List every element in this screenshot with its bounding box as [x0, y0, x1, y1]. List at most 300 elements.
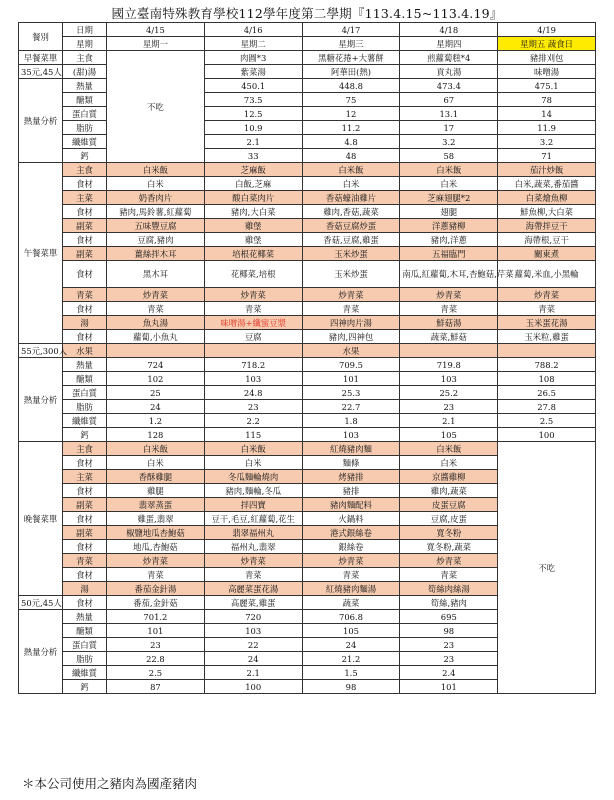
menu-cell: 青菜 — [204, 568, 302, 582]
nutrition-value: 22.7 — [302, 400, 400, 414]
row-label: 醣類 — [63, 372, 107, 386]
nutrition-value: 98 — [400, 624, 498, 638]
nutrition-value: 473.4 — [400, 79, 498, 93]
breakfast-nutrition-row — [19, 135, 596, 149]
nutrition-value: 23 — [400, 400, 498, 414]
menu-cell: 豬肉麵配料 — [302, 498, 400, 512]
nutrition-value: 48 — [302, 149, 400, 163]
breakfast-nutrition-row — [19, 149, 596, 163]
row-label: 主食 — [63, 163, 107, 177]
menu-cell: 翡翠福州丸 — [204, 526, 302, 540]
menu-cell: 炒青菜 — [107, 554, 205, 568]
nutrition-value: 102 — [107, 372, 205, 386]
menu-cell: 豬肉,大白菜 — [204, 205, 302, 219]
menu-cell: 香菇,豆腐,雞蛋 — [302, 233, 400, 247]
menu-cell: 紅燒豬肉麵湯 — [302, 582, 400, 596]
menu-cell: 銀絲卷 — [302, 540, 400, 554]
breakfast-price-label: 35元,45人 — [19, 65, 63, 79]
nutrition-value: 103 — [302, 428, 400, 442]
row-label: 主菜 — [63, 191, 107, 205]
nutrition-value: 75 — [302, 93, 400, 107]
menu-cell: 黑木耳 — [107, 261, 205, 288]
menu-cell: 豆腐,豬肉 — [107, 233, 205, 247]
menu-cell: 白米飯 — [204, 442, 302, 456]
menu-cell: 青菜 — [302, 302, 400, 316]
lunch-section-label: 午餐菜單 — [19, 163, 63, 344]
row-label: 食材 — [63, 512, 107, 526]
menu-cell: 關東煮 — [498, 247, 596, 261]
lunch-row — [19, 288, 596, 302]
menu-cell: 培根花椰菜 — [204, 247, 302, 261]
menu-cell: 高麗菜,雞蛋 — [204, 596, 302, 610]
lunch-row — [19, 302, 596, 316]
nutrition-value: 71 — [498, 149, 596, 163]
menu-cell: 海帶根,豆干 — [498, 233, 596, 247]
menu-cell: 蘿蔔,小魚丸 — [107, 330, 205, 344]
menu-cell: 水果 — [302, 344, 400, 358]
lunch-row — [19, 261, 596, 288]
row-label: 食材 — [63, 177, 107, 191]
row-label: 鈣 — [63, 149, 107, 163]
menu-cell: 麵條 — [302, 456, 400, 470]
menu-cell: 白米 — [204, 456, 302, 470]
menu-cell: 炒青菜 — [302, 554, 400, 568]
row-label: 食材 — [63, 233, 107, 247]
nutrition-value: 22 — [204, 638, 302, 652]
date-cell: 4/15 — [107, 23, 205, 37]
lunch-nutrition-row — [19, 372, 596, 386]
nutrition-value: 13.1 — [400, 107, 498, 121]
nutrition-value: 128 — [107, 428, 205, 442]
menu-cell: 寬冬粉 — [400, 526, 498, 540]
menu-cell: 白米 — [107, 177, 205, 191]
menu-cell: 味噌湯+纖蜜豆漿 — [204, 316, 302, 330]
nutrition-value: 24.8 — [204, 386, 302, 400]
dinner-friday-note: 不吃 — [498, 442, 596, 694]
nutrition-value: 108 — [498, 372, 596, 386]
lunch-row — [19, 205, 596, 219]
nutrition-value: 701.2 — [107, 610, 205, 624]
nutrition-value: 12 — [302, 107, 400, 121]
breakfast-nutrition-row — [19, 93, 596, 107]
weekday-cell: 星期四 — [400, 37, 498, 51]
nutrition-value: 709.5 — [302, 358, 400, 372]
row-label: 青菜 — [63, 288, 107, 302]
nutrition-value: 3.2 — [400, 135, 498, 149]
menu-cell: 白飯,芝麻 — [204, 177, 302, 191]
row-label: 食材 — [63, 456, 107, 470]
menu-cell: 炒青菜 — [107, 288, 205, 302]
nutrition-value: 23 — [400, 652, 498, 666]
date-cell: 4/19 — [498, 23, 596, 37]
lunch-nutrition-row — [19, 358, 596, 372]
lunch-row — [19, 191, 596, 205]
menu-table — [18, 22, 596, 694]
nutrition-value: 4.8 — [302, 135, 400, 149]
nutrition-value: 101 — [400, 680, 498, 694]
menu-cell: 炒青菜 — [204, 288, 302, 302]
nutrition-value: 2.1 — [400, 414, 498, 428]
nutrition-value: 24 — [302, 638, 400, 652]
menu-cell — [204, 344, 302, 358]
menu-cell: 炒青菜 — [498, 288, 596, 302]
nutrition-value: 23 — [107, 638, 205, 652]
breakfast-section-label: 早餐菜單 — [19, 51, 63, 65]
menu-cell: 翡翠蒸蛋 — [107, 498, 205, 512]
menu-cell: 玉米炒蛋 — [302, 247, 400, 261]
menu-cell: 芝麻翅腿*2 — [400, 191, 498, 205]
section-header-cell: 餐別 — [19, 23, 63, 51]
row-label: 熱量 — [63, 79, 107, 93]
menu-cell: 紅燒豬肉麵 — [302, 442, 400, 456]
row-label: 食材 — [63, 261, 107, 288]
lunch-nutrition-row — [19, 414, 596, 428]
menu-cell: 鮮菇湯 — [400, 316, 498, 330]
weekday-label-cell: 星期 — [63, 37, 107, 51]
row-label: 脂肪 — [63, 121, 107, 135]
nutrition-value: 2.1 — [204, 135, 302, 149]
menu-cell: 白米飯 — [400, 163, 498, 177]
nutrition-value: 73.5 — [204, 93, 302, 107]
row-label: 食材 — [63, 302, 107, 316]
header-row-dates — [19, 23, 596, 37]
row-label: (甜)湯 — [63, 65, 107, 79]
menu-cell: 福州丸,翡翠 — [204, 540, 302, 554]
lunch-price-label: 55元,300人 — [19, 344, 63, 358]
nutrition-value: 14 — [498, 107, 596, 121]
row-label: 副菜 — [63, 526, 107, 540]
menu-cell: 豆干,毛豆,紅蘿蔔,花生 — [204, 512, 302, 526]
breakfast-nutrition-row — [19, 107, 596, 121]
nutrition-value: 12.5 — [204, 107, 302, 121]
menu-cell: 洋蔥豬柳 — [400, 219, 498, 233]
menu-cell: 魚丸湯 — [107, 316, 205, 330]
menu-cell: 豬排 — [302, 484, 400, 498]
row-label: 湯 — [63, 316, 107, 330]
lunch-nutrition-row — [19, 428, 596, 442]
nutrition-value: 11.9 — [498, 121, 596, 135]
row-label: 鈣 — [63, 428, 107, 442]
menu-cell: 味噌湯 — [498, 65, 596, 79]
menu-cell: 炒青菜 — [302, 288, 400, 302]
row-label: 主食 — [63, 442, 107, 456]
nutrition-value: 67 — [400, 93, 498, 107]
nutrition-value: 58 — [400, 149, 498, 163]
row-label: 熱量 — [63, 610, 107, 624]
nutrition-value: 448.8 — [302, 79, 400, 93]
header-row-weekdays — [19, 37, 596, 51]
menu-cell: 香菇蠔油雞片 — [302, 191, 400, 205]
menu-cell: 黑糖花捲+大薯餅 — [302, 51, 400, 65]
row-label: 脂肪 — [63, 400, 107, 414]
nutrition-value: 100 — [204, 680, 302, 694]
menu-cell: 雞蛋,翡翠 — [107, 512, 205, 526]
menu-cell: 筍絲,豬肉 — [400, 596, 498, 610]
menu-cell: 豬肉,麵輪,冬瓜 — [204, 484, 302, 498]
nutrition-value: 2.1 — [204, 666, 302, 680]
menu-cell: 海帶拌豆干 — [498, 219, 596, 233]
menu-cell: 酸白菜肉片 — [204, 191, 302, 205]
menu-cell: 烤豬排 — [302, 470, 400, 484]
lunch-fruit-row — [19, 344, 596, 358]
nutrition-value: 26.5 — [498, 386, 596, 400]
breakfast-main-row — [19, 51, 596, 65]
menu-cell: 椒鹽地瓜杏鮑菇 — [107, 526, 205, 540]
nutrition-value: 10.9 — [204, 121, 302, 135]
menu-cell: 玉米蛋花湯 — [498, 316, 596, 330]
row-label: 青菜 — [63, 554, 107, 568]
menu-cell: 奶香肉片 — [107, 191, 205, 205]
row-label: 副菜 — [63, 219, 107, 233]
menu-cell: 豆腐 — [204, 330, 302, 344]
menu-cell: 青菜 — [498, 302, 596, 316]
nutrition-value: 25 — [107, 386, 205, 400]
menu-cell: 拌四寶 — [204, 498, 302, 512]
breakfast-nutrition-row — [19, 121, 596, 135]
nutrition-value: 475.1 — [498, 79, 596, 93]
menu-cell: 薑絲拌木耳 — [107, 247, 205, 261]
nutrition-value: 25.2 — [400, 386, 498, 400]
nutrition-value: 24 — [204, 652, 302, 666]
row-label: 主食 — [63, 51, 107, 65]
nutrition-value: 3.2 — [498, 135, 596, 149]
nutrition-value: 27.8 — [498, 400, 596, 414]
menu-cell: 青菜 — [400, 302, 498, 316]
row-label: 副菜 — [63, 247, 107, 261]
nutrition-value: 98 — [302, 680, 400, 694]
dinner-row — [19, 442, 596, 456]
menu-cell: 蘿蔔,米血,小黑輪 — [498, 261, 596, 288]
nutrition-value: 1.8 — [302, 414, 400, 428]
menu-cell: 雞肉,蔬菜 — [400, 484, 498, 498]
row-label: 蛋白質 — [63, 386, 107, 400]
nutrition-value: 87 — [107, 680, 205, 694]
menu-cell: 蔬菜 — [302, 596, 400, 610]
menu-cell — [498, 344, 596, 358]
menu-cell: 雞堡 — [204, 233, 302, 247]
menu-cell: 豆腐,皮蛋 — [400, 512, 498, 526]
nutrition-value: 33 — [204, 149, 302, 163]
menu-cell: 豬肉,洋蔥 — [400, 233, 498, 247]
menu-cell: 青菜 — [302, 568, 400, 582]
nutrition-value: 101 — [107, 624, 205, 638]
menu-cell: 青菜 — [107, 302, 205, 316]
nutrition-value: 25.3 — [302, 386, 400, 400]
nutrition-value: 101 — [302, 372, 400, 386]
menu-cell: 港式銀絲卷 — [302, 526, 400, 540]
menu-cell — [400, 344, 498, 358]
menu-cell: 四神肉片湯 — [302, 316, 400, 330]
footer-note: ＊本公司使用之豬肉為國產豬肉 — [22, 776, 198, 791]
nutrition-value: 22.8 — [107, 652, 205, 666]
nutrition-value: 1.2 — [107, 414, 205, 428]
menu-cell: 高麗菜蛋花湯 — [204, 582, 302, 596]
menu-cell: 番茄金針湯 — [107, 582, 205, 596]
menu-cell: 白米飯 — [302, 163, 400, 177]
menu-cell: 茄汁炒飯 — [498, 163, 596, 177]
menu-cell: 芝麻飯 — [204, 163, 302, 177]
nutrition-value: 720 — [204, 610, 302, 624]
menu-cell: 炒青菜 — [400, 554, 498, 568]
weekday-cell: 星期三 — [302, 37, 400, 51]
lunch-row — [19, 233, 596, 247]
menu-cell: 青菜 — [400, 568, 498, 582]
nutrition-value: 695 — [400, 610, 498, 624]
nutrition-value: 115 — [204, 428, 302, 442]
nutrition-section-label: 熱量分析 — [19, 79, 63, 163]
weekday-cell: 星期一 — [107, 37, 205, 51]
menu-cell: 白米 — [302, 177, 400, 191]
nutrition-value: 105 — [400, 428, 498, 442]
nutrition-value: 103 — [400, 372, 498, 386]
nutrition-value: 450.1 — [204, 79, 302, 93]
menu-cell: 南瓜,紅蘿蔔,木耳,杏鮑菇,芹菜 — [400, 261, 498, 288]
nutrition-section-label: 熱量分析 — [19, 358, 63, 442]
nutrition-value: 2.2 — [204, 414, 302, 428]
nutrition-value: 78 — [498, 93, 596, 107]
menu-cell: 豬肉,四神包 — [302, 330, 400, 344]
menu-cell: 青菜 — [107, 568, 205, 582]
menu-cell: 京醬雞柳 — [400, 470, 498, 484]
menu-cell: 地瓜,杏鮑菇 — [107, 540, 205, 554]
nutrition-value: 2.5 — [498, 414, 596, 428]
row-label: 水果 — [63, 344, 107, 358]
row-label: 湯 — [63, 582, 107, 596]
row-label: 纖維質 — [63, 666, 107, 680]
menu-cell: 皮蛋豆腐 — [400, 498, 498, 512]
menu-cell: 玉米粒,雞蛋 — [498, 330, 596, 344]
menu-cell: 玉米炒蛋 — [302, 261, 400, 288]
menu-cell: 炒青菜 — [400, 288, 498, 302]
date-cell: 4/17 — [302, 23, 400, 37]
lunch-row — [19, 247, 596, 261]
nutrition-value: 24 — [107, 400, 205, 414]
breakfast-monday-note: 不吃 — [107, 51, 205, 163]
nutrition-value: 23 — [400, 638, 498, 652]
menu-cell: 煎蘿蔔糕*4 — [400, 51, 498, 65]
weekday-cell: 星期五 蔬食日 — [498, 37, 596, 51]
nutrition-value: 103 — [204, 372, 302, 386]
menu-cell: 翅腿 — [400, 205, 498, 219]
row-label: 食材 — [63, 330, 107, 344]
row-label: 熱量 — [63, 358, 107, 372]
nutrition-value: 21.2 — [302, 652, 400, 666]
row-label: 鈣 — [63, 680, 107, 694]
row-label: 蛋白質 — [63, 638, 107, 652]
menu-cell: 冬瓜麵輪燒肉 — [204, 470, 302, 484]
menu-cell: 炒青菜 — [204, 554, 302, 568]
nutrition-value: 2.4 — [400, 666, 498, 680]
lunch-row — [19, 330, 596, 344]
menu-cell: 雞堡 — [204, 219, 302, 233]
nutrition-value: 11.2 — [302, 121, 400, 135]
menu-cell: 白米飯 — [107, 163, 205, 177]
menu-cell: 白米,蔬菜,番茄醬 — [498, 177, 596, 191]
menu-cell: 雞腿 — [107, 484, 205, 498]
row-label: 醣類 — [63, 93, 107, 107]
menu-cell — [107, 344, 205, 358]
menu-cell: 白菜燴魚柳 — [498, 191, 596, 205]
row-label: 食材 — [63, 568, 107, 582]
menu-cell: 肉圓*3 — [204, 51, 302, 65]
nutrition-value: 706.8 — [302, 610, 400, 624]
menu-cell: 五福臨門 — [400, 247, 498, 261]
lunch-row — [19, 316, 596, 330]
menu-cell: 豬排刈包 — [498, 51, 596, 65]
date-cell: 4/16 — [204, 23, 302, 37]
menu-cell: 豬肉,馬鈴薯,紅蘿蔔 — [107, 205, 205, 219]
menu-cell: 阿華田(熱) — [302, 65, 400, 79]
lunch-nutrition-row — [19, 386, 596, 400]
page-title: 國立臺南特殊教育學校112學年度第二學期『113.4.15~113.4.19』 — [111, 6, 503, 21]
row-label: 纖維質 — [63, 414, 107, 428]
row-label: 食材 — [63, 540, 107, 554]
menu-cell: 白米飯 — [400, 442, 498, 456]
breakfast-soup-row — [19, 65, 596, 79]
menu-cell: 白米飯 — [107, 442, 205, 456]
nutrition-value: 718.2 — [204, 358, 302, 372]
menu-cell: 五味豐豆腐 — [107, 219, 205, 233]
menu-cell: 青菜 — [204, 302, 302, 316]
menu-cell: 紫菜湯 — [204, 65, 302, 79]
menu-cell: 白米 — [107, 456, 205, 470]
nutrition-value: 105 — [302, 624, 400, 638]
row-label: 醣類 — [63, 624, 107, 638]
lunch-row — [19, 177, 596, 191]
menu-cell: 貢丸湯 — [400, 65, 498, 79]
nutrition-value: 719.8 — [400, 358, 498, 372]
row-label: 主菜 — [63, 470, 107, 484]
menu-cell: 白米 — [400, 177, 498, 191]
date-cell: 4/18 — [400, 23, 498, 37]
lunch-row — [19, 219, 596, 233]
menu-cell: 白米 — [400, 456, 498, 470]
nutrition-value: 788.2 — [498, 358, 596, 372]
breakfast-nutrition-row — [19, 79, 596, 93]
menu-cell: 雞肉,香菇,蔬菜 — [302, 205, 400, 219]
nutrition-value: 100 — [498, 428, 596, 442]
row-label: 副菜 — [63, 498, 107, 512]
row-label: 脂肪 — [63, 652, 107, 666]
nutrition-value: 103 — [204, 624, 302, 638]
lunch-row — [19, 163, 596, 177]
menu-cell: 鮮魚柳,大白菜 — [498, 205, 596, 219]
menu-cell: 寬冬粉,蔬菜 — [400, 540, 498, 554]
menu-cell: 蔬菜,鮮菇 — [400, 330, 498, 344]
nutrition-section-label: 熱量分析 — [19, 610, 63, 694]
nutrition-value: 17 — [400, 121, 498, 135]
nutrition-value: 724 — [107, 358, 205, 372]
date-label-cell: 日期 — [63, 23, 107, 37]
menu-cell: 筍絲肉絲湯 — [400, 582, 498, 596]
menu-cell: 香菇豆腐炒蛋 — [302, 219, 400, 233]
row-label: 纖維質 — [63, 135, 107, 149]
menu-cell: 火鍋料 — [302, 512, 400, 526]
dinner-section-label: 晚餐菜單 — [19, 442, 63, 596]
menu-cell: 花椰菜,培根 — [204, 261, 302, 288]
row-label: 食材 — [63, 596, 107, 610]
row-label: 食材 — [63, 484, 107, 498]
weekday-cell: 星期二 — [204, 37, 302, 51]
nutrition-value: 23 — [204, 400, 302, 414]
nutrition-value: 2.5 — [107, 666, 205, 680]
dinner-price-label: 50元,45人 — [19, 596, 63, 610]
row-label: 食材 — [63, 205, 107, 219]
row-label: 蛋白質 — [63, 107, 107, 121]
lunch-nutrition-row — [19, 400, 596, 414]
nutrition-value: 1.5 — [302, 666, 400, 680]
menu-cell: 番茄,金針菇 — [107, 596, 205, 610]
